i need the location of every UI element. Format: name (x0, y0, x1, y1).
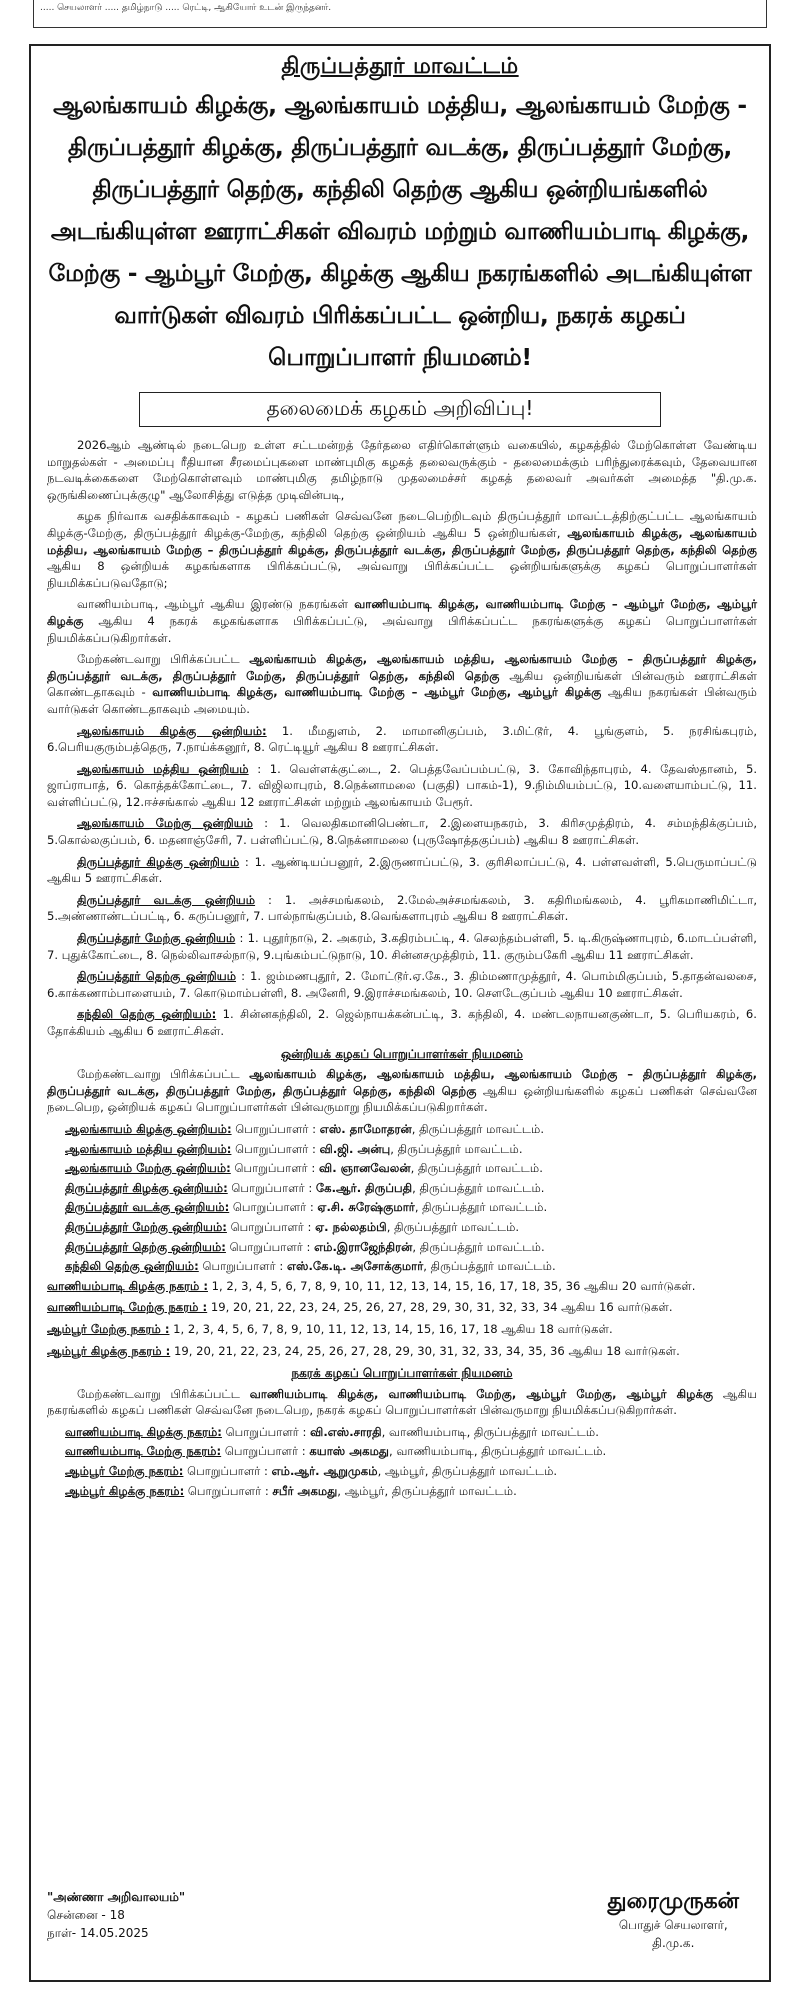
place: , திருப்பத்தூர் மாவட்டம். (386, 1219, 520, 1234)
union-name: திருப்பத்தூர் வடக்கு ஒன்றியம் (77, 892, 256, 907)
unit-name: ஆலங்காயம் மத்திய ஒன்றியம்: (65, 1141, 232, 1156)
role-label: பொறுப்பாளர் : (225, 1239, 315, 1254)
appointment-row (65, 1219, 757, 1236)
union-list-item (47, 1006, 757, 1039)
district-title: திருப்பத்தூர் மாவட்டம் (281, 54, 519, 79)
union-villages: : 1. வெள்ளக்குட்டை, 2. பெத்தவேப்பம்பட்டு, 3. கோவிந்தாபுரம், 4. தேவஸ்தானம், 5. ஜாப்ராபாத், 6. கொத்தக்கோட்டை, 7. விஜிலாபுரம், 8.நெக்னாமலை (பகுதி) பாகம்-1), 9.நிம்மியம்பட்டு, 10.வளையாம்பட்டு, 11. வள்ளிப்பட்டு, 12.ஈச்சங்கால் ஆகிய 12 ஊராட்சிகள் மற்றும் ஆலங்காயம் பேரூர். (47, 761, 758, 809)
text-span: வாணியம்பாடி, ஆம்பூர் ஆகிய இரண்டு நகரங்கள் (77, 597, 349, 612)
union-name: திருப்பத்தூர் கிழக்கு ஒன்றியம் (77, 854, 240, 869)
role-label: பொறுப்பாளர் : (227, 1180, 316, 1195)
union-name: திருப்பத்தூர் தெற்கு ஒன்றியம் (77, 969, 237, 984)
text-span: ஆகிய ஒன்றியங்களில் கழகப் பணிகள் செவ்வனே நடைபெற, ஒன்றியக் கழகப் பொறுப்பாளர்கள் பின்வருமாறு நியமிக்கப்படுகிறார்கள். (47, 1083, 758, 1115)
appointment-row (65, 1121, 757, 1138)
office-city: சென்னை - 18 (47, 1908, 125, 1922)
appointment-row (65, 1424, 757, 1441)
town-name: வாணியம்பாடி மேற்கு நகரம் : (47, 1300, 208, 1315)
bold-span: வாணியம்பாடி கிழக்கு, வாணியம்பாடி மேற்கு – ஆம்பூர் மேற்கு, ஆம்பூர் கிழக்கு (152, 685, 602, 700)
role-label: பொறுப்பாளர் : (221, 1444, 310, 1459)
role-label: பொறுப்பாளர் : (183, 1464, 272, 1479)
union-villages: : 1. ஜம்மணபுதூர், 2. மோட்டூர்.ஏ.கே., 3. திம்மணாமுத்தூர், 4. பொம்மிகுப்பம், 5.தாதன்வலசை, 6.காக்கணாம்பாளையம், 7. கொடுமாம்பள்ளி, 8. அனேரி, 9.இராச்சமங்கலம், 10. சௌடேகுப்பம் ஆகிய 10 ஊராட்சிகள். (47, 969, 757, 1000)
union-name: ஆலங்காயம் மேற்கு ஒன்றியம் (77, 816, 254, 831)
union-villages: : 1. புதூர்நாடு, 2. அகரம், 3.கதிரம்பட்டி, 4. செலந்தம்பள்ளி, 5. டி.கிருஷ்ணாபுரம், 6.மாடப்பள்ளி, 7. புதுக்கோட்டை, 8. நெல்லிவாசல்நாடு, 9.புங்கம்பட்டுநாடு, 10. சின்னசமுத்திரம், 11. குரும்பகேரி ஆகிய 11 ஊராட்சிகள். (47, 931, 757, 962)
bold-span: ஆலங்காயம் கிழக்கு, ஆலங்காயம் மத்திய, ஆலங்காயம் மேற்கு – திருப்பத்தூர் கிழக்கு, திருப்பத்தூர் வடக்கு, திருப்பத்தூர் மேற்கு, திருப்பத்தூர் தெற்கு, கந்திலி தெற்கு (47, 652, 757, 683)
town-list-item (47, 1299, 757, 1316)
signature-block (608, 1888, 739, 1952)
person-name: கே.ஆர். திருப்பதி (315, 1180, 413, 1195)
person-name: கயாஸ் அகமது (309, 1444, 389, 1459)
town-appointments-heading: நகரக் கழகப் பொறுப்பாளர்கள் நியமனம் (291, 1366, 513, 1381)
unit-name: கந்திலி தெற்கு ஒன்றியம்: (65, 1259, 199, 1274)
person-name: எம்.இராஜேந்திரன் (314, 1239, 413, 1254)
union-villages: 1. மீமதுளம், 2. மாமானிகுப்பம், 3.மிட்டூர், 4. பூங்குளம், 5. நரசிங்கபுரம், 6.பெரியகுரும்பத்தெரு, 7.நாய்க்கனூர், 8. ரெட்டியூர் ஆகிய 8 ஊராட்சிகள். (47, 723, 758, 755)
union-villages: 1. சின்னகந்திலி, 2. ஜெல்நாயக்கன்பட்டி, 3. கந்திலி, 4. மண்டலநாயனகுண்டா, 5. பெரியகரம், 6. தோக்கியம் ஆகிய 6 ஊராட்சிகள். (47, 1007, 757, 1038)
text-span: கழக நிர்வாக வசதிக்காகவும் - கழகப் பணிகள் செவ்வனே நடைபெற்றிடவும் திருப்பத்தூர் மாவட்டத்திற்குட்பட்ட ஆலங்காயம் கிழக்கு-மேற்கு, திருப்பத்தூர் கிழக்கு-மேற்கு, கந்திலி தெற்கு ஒன்றியம் ஆகிய 5 ஒன்றியங்கள், (47, 509, 757, 540)
unit-name: ஆலங்காயம் மேற்கு ஒன்றியம்: (65, 1161, 231, 1176)
place: , ஆம்பூர், திருப்பத்தூர் மாவட்டம். (337, 1483, 517, 1498)
text-span: மேற்கண்டவாறு பிரிக்கப்பட்ட (77, 652, 240, 667)
appointment-row (65, 1483, 757, 1500)
announcement-label: தலைமைக் கழகம் அறிவிப்பு! (139, 392, 661, 427)
notice-frame (29, 44, 771, 1982)
office-name: "அண்ணா அறிவாலயம்" (47, 1890, 186, 1904)
unit-name: ஆம்பூர் மேற்கு நகரம்: (65, 1464, 184, 1479)
notice-body (31, 437, 769, 1499)
union-list-item (47, 815, 757, 848)
place: , திருப்பத்தூர் மாவட்டம். (414, 1200, 548, 1215)
signatory-title: பொதுச் செயலாளர், (618, 1918, 728, 1932)
place: , திருப்பத்தூர் மாவட்டம். (412, 1239, 545, 1254)
appointment-row (65, 1258, 757, 1275)
union-appointments-heading: ஒன்றியக் கழகப் பொறுப்பாளர்கள் நியமனம் (281, 1046, 523, 1061)
union-name: திருப்பத்தூர் மேற்கு ஒன்றியம் (77, 931, 236, 946)
union-list-item (47, 854, 757, 887)
town-division-paragraph (47, 596, 757, 646)
union-list-item (47, 968, 757, 1001)
union-name: ஆலங்காயம் மத்திய ஒன்றியம் (77, 761, 249, 776)
signatory-name: துரைமுருகன் (607, 1889, 739, 1914)
union-villages: : 1. வெலதிகமானிபெண்டா, 2.இளையநகரம், 3. கிரிசமுத்திரம், 4. சம்மந்திக்குப்பம், 5.கொல்லகுப்பம், 6. மதனாஞ்சேரி, 7. பள்ளிப்பட்டு, 8.நெக்னாமலை (புருஷோத்தகுப்பம்) ஆகிய 8 ஊராட்சிகள். (47, 816, 757, 848)
unit-name: திருப்பத்தூர் தெற்கு ஒன்றியம்: (65, 1239, 226, 1254)
union-list-item (47, 892, 757, 925)
bold-span: ஆலங்காயம் கிழக்கு, ஆலங்காயம் மத்திய, ஆலங்காயம் மேற்கு – திருப்பத்தூர் கிழக்கு, திருப்பத்தூர் வடக்கு, திருப்பத்தூர் மேற்கு, திருப்பத்தூர் தெற்கு, கந்திலி தெற்கு (47, 1067, 757, 1098)
town-wards: 19, 20, 21, 22, 23, 24, 25, 26, 27, 28, 29, 30, 31, 32, 33, 34, 35, 36 ஆகிய 18 வார்டுகள். (170, 1343, 680, 1358)
previous-notice-tail: ..... செயலாளர் ..... தமிழ்நாடு ..... ரெட்டி, ஆகியோர் உடன் இருந்தனர். (33, 0, 767, 28)
appointment-row (65, 1199, 757, 1216)
unit-name: வாணியம்பாடி மேற்கு நகரம்: (65, 1444, 222, 1459)
role-label: பொறுப்பாளர் : (198, 1259, 287, 1274)
bold-span: வாணியம்பாடி கிழக்கு, வாணியம்பாடி மேற்கு – ஆம்பூர் மேற்கு, ஆம்பூர் கிழக்கு (47, 597, 757, 628)
text-span: ஆகிய ஒன்றியங்கள் பின்வரும் ஊராட்சிகள் கொண்டதாகவும் - (47, 668, 757, 700)
role-label: பொறுப்பாளர் : (226, 1219, 316, 1234)
person-name: ஏ. நல்லதம்பி (315, 1219, 387, 1234)
place: , ஆம்பூர், திருப்பத்தூர் மாவட்டம். (377, 1464, 558, 1479)
unit-name: ஆலங்காயம் கிழக்கு ஒன்றியம்: (65, 1121, 232, 1136)
notice-date: நாள்- 14.05.2025 (47, 1926, 149, 1940)
person-name: வி.எஸ்.சாரதி (310, 1424, 382, 1439)
bold-span: வாணியம்பாடி கிழக்கு, வாணியம்பாடி மேற்கு, ஆம்பூர் மேற்கு, ஆம்பூர் கிழக்கு (249, 1386, 714, 1401)
appointment-row (65, 1443, 757, 1460)
person-name: எஸ்.கே.டி. அசோக்குமார் (286, 1259, 424, 1274)
role-label: பொறுப்பாளர் : (231, 1121, 320, 1136)
place: , திருப்பத்தூர் மாவட்டம். (390, 1141, 523, 1156)
appointment-row (65, 1239, 757, 1256)
role-label: பொறுப்பாளர் : (230, 1161, 319, 1176)
role-label: பொறுப்பாளர் : (229, 1200, 318, 1215)
union-appointments-intro (47, 1066, 757, 1116)
text-span: ஆகிய நகரங்கள் பின்வரும் வார்டுகள் கொண்டதாகவும் அமையும். (47, 685, 757, 716)
intro-paragraph: 2026ஆம் ஆண்டில் நடைபெற உள்ள சட்டமன்றத் தேர்தலை எதிர்கொள்ளும் வகையில், கழகத்தில் மேற்கொள்ள வேண்டிய மாறுதல்கள் - அமைப்பு ரீதியான சீரமைப்புகளை மாண்புமிகு கழகத் தலைவருக்கும் - தலைமைக்கும் பரிந்துரைக்கவும், தேவையான நடவடிக்கைகளை மேற்கொள்ளவும் மாண்புமிகு தமிழ்நாடு முதலமைச்சர் கழகத் தலைவர் அவர்கள் அமைத்த "தி.மு.க. ஒருங்கிணைப்புக்குழு" ஆலோசித்து எடுத்த முடிவின்படி, (47, 438, 757, 502)
appointment-row (65, 1160, 757, 1177)
unit-name: திருப்பத்தூர் வடக்கு ஒன்றியம்: (65, 1200, 230, 1215)
role-label: பொறுப்பாளர் : (231, 1141, 320, 1156)
place: , வாணியம்பாடி, திருப்பத்தூர் மாவட்டம். (388, 1444, 607, 1459)
union-list-item (47, 723, 757, 756)
party-name: தி.மு.க. (652, 1936, 695, 1950)
text-span: மேற்கண்டவாறு பிரிக்கப்பட்ட (77, 1386, 240, 1401)
unit-name: வாணியம்பாடி கிழக்கு நகரம்: (65, 1424, 222, 1439)
person-name: சபீர் அகமது (272, 1483, 338, 1498)
composition-paragraph (47, 651, 757, 717)
town-appointments-intro (47, 1386, 757, 1419)
bold-span: ஆலங்காயம் கிழக்கு, ஆலங்காயம் மத்திய, ஆலங்காயம் மேற்கு – திருப்பத்தூர் கிழக்கு, திருப்பத்தூர் வடக்கு, திருப்பத்தூர் மேற்கு, திருப்பத்தூர் தெற்கு, கந்திலி தெற்கு (47, 525, 758, 557)
person-name: எம்.ஆர். ஆறுமுகம் (271, 1464, 378, 1479)
notice-footer (47, 1888, 753, 1968)
town-list-item (47, 1278, 757, 1295)
union-villages: : 1. ஆண்டியப்பனூர், 2.இருணாப்பட்டு, 3. குரிசிலாப்பட்டு, 4. பள்ளவள்ளி, 5.பெருமாப்பட்டு ஆகிய 5 ஊராட்சிகள். (47, 854, 757, 886)
town-name: ஆம்பூர் மேற்கு நகரம் : (47, 1321, 170, 1336)
role-label: பொறுப்பாளர் : (221, 1424, 311, 1439)
appointment-row (65, 1463, 757, 1480)
town-wards: 19, 20, 21, 22, 23, 24, 25, 26, 27, 28, 29, 30, 31, 32, 33, 34 ஆகிய 16 வார்டுகள். (207, 1300, 673, 1315)
appointment-row (65, 1141, 757, 1158)
text-span: ஆகிய நகரங்களில் கழகப் பணிகள் செவ்வனே நடைபெற, நகரக் கழகப் பொறுப்பாளர்கள் பின்வருமாறு நியமிக்கப்படுகிறார்கள். (47, 1386, 758, 1418)
person-name: எஸ். தாமோதரன் (319, 1121, 412, 1136)
appointment-row (65, 1180, 757, 1197)
division-paragraph (47, 508, 757, 591)
text-span: ஆகிய 8 ஒன்றியக் கழகங்களாக பிரிக்கப்பட்டு, அவ்வாறு பிரிக்கப்பட்ட ஒன்றியங்களுக்கு கழகப் பொறுப்பாளர்கள் நியமிக்கப்படுவதோடு; (47, 559, 757, 590)
unit-name: திருப்பத்தூர் கிழக்கு ஒன்றியம்: (65, 1180, 228, 1195)
person-name: வி.ஜி. அன்பு (319, 1141, 391, 1156)
town-list-item (47, 1343, 757, 1360)
place: , திருப்பத்தூர் மாவட்டம். (423, 1259, 556, 1274)
place: , வாணியம்பாடி, திருப்பத்தூர் மாவட்டம். (381, 1424, 599, 1439)
unit-name: ஆம்பூர் கிழக்கு நகரம்: (65, 1483, 185, 1498)
union-name: ஆலங்காயம் கிழக்கு ஒன்றியம்: (77, 723, 267, 738)
person-name: வி. ஞானவேலன் (319, 1161, 411, 1176)
headline: ஆலங்காயம் கிழக்கு, ஆலங்காயம் மத்திய, ஆலங்காயம் மேற்கு - திருப்பத்தூர் கிழக்கு, திருப்பத்தூர் வடக்கு, திருப்பத்தூர் மேற்கு, திருப்பத்தூர் தெற்கு, கந்திலி தெற்கு ஆகிய ஒன்றியங்களில் அடங்கியுள்ள ஊராட்சிகள் விவரம் மற்றும் வாணியம்பாடி கிழக்கு, மேற்கு - ஆம்பூர் மேற்கு, கிழக்கு ஆகிய நகரங்களில் அடங்கியுள்ள வார்டுகள் விவரம் பிரிக்கப்பட்ட ஒன்றிய, நகரக் கழகப் பொறுப்பாளர் நியமனம்! (48, 91, 752, 371)
town-name: வாணியம்பாடி கிழக்கு நகரம் : (47, 1278, 208, 1293)
town-list-item (47, 1321, 757, 1338)
text-span: மேற்கண்டவாறு பிரிக்கப்பட்ட (77, 1067, 240, 1082)
union-list-item (47, 930, 757, 963)
text-span: ஆகிய 4 நகரக் கழகங்களாக பிரிக்கப்பட்டு, அவ்வாறு பிரிக்கப்பட்ட நகரங்களுக்கு கழகப் பொறுப்பாளர்கள் நியமிக்கப்படுகிறார்கள். (47, 613, 758, 645)
union-villages: : 1. அச்சமங்கலம், 2.மேல்அச்சமங்கலம், 3. கதிரிமங்கலம், 4. பூரிகமாணிமிட்டா, 5.அண்ணாண்டப்பட்டி, 6. கருப்பனூர், 7. பால்நாங்குப்பம், 8.வெங்களாபுரம் ஆகிய 8 ஊராட்சிகள். (47, 892, 758, 924)
union-name: கந்திலி தெற்கு ஒன்றியம்: (77, 1007, 217, 1022)
office-block (47, 1888, 185, 1942)
town-wards: 1, 2, 3, 4, 5, 6, 7, 8, 9, 10, 11, 12, 13, 14, 15, 16, 17, 18 ஆகிய 18 வார்டுகள். (169, 1321, 613, 1336)
role-label: பொறுப்பாளர் : (184, 1483, 273, 1498)
place: , திருப்பத்தூர் மாவட்டம். (412, 1180, 545, 1195)
town-wards: 1, 2, 3, 4, 5, 6, 7, 8, 9, 10, 11, 12, 13, 14, 15, 16, 17, 18, 35, 36 ஆகிய 20 வார்டுகள். (207, 1278, 696, 1293)
person-name: ஏ.சி. சுரேஷ்குமார் (317, 1200, 415, 1215)
place: , திருப்பத்தூர் மாவட்டம். (411, 1121, 545, 1136)
union-list-item (47, 761, 757, 811)
unit-name: திருப்பத்தூர் மேற்கு ஒன்றியம்: (65, 1219, 227, 1234)
place: , திருப்பத்தூர் மாவட்டம். (410, 1161, 543, 1176)
town-name: ஆம்பூர் கிழக்கு நகரம் : (47, 1343, 171, 1358)
